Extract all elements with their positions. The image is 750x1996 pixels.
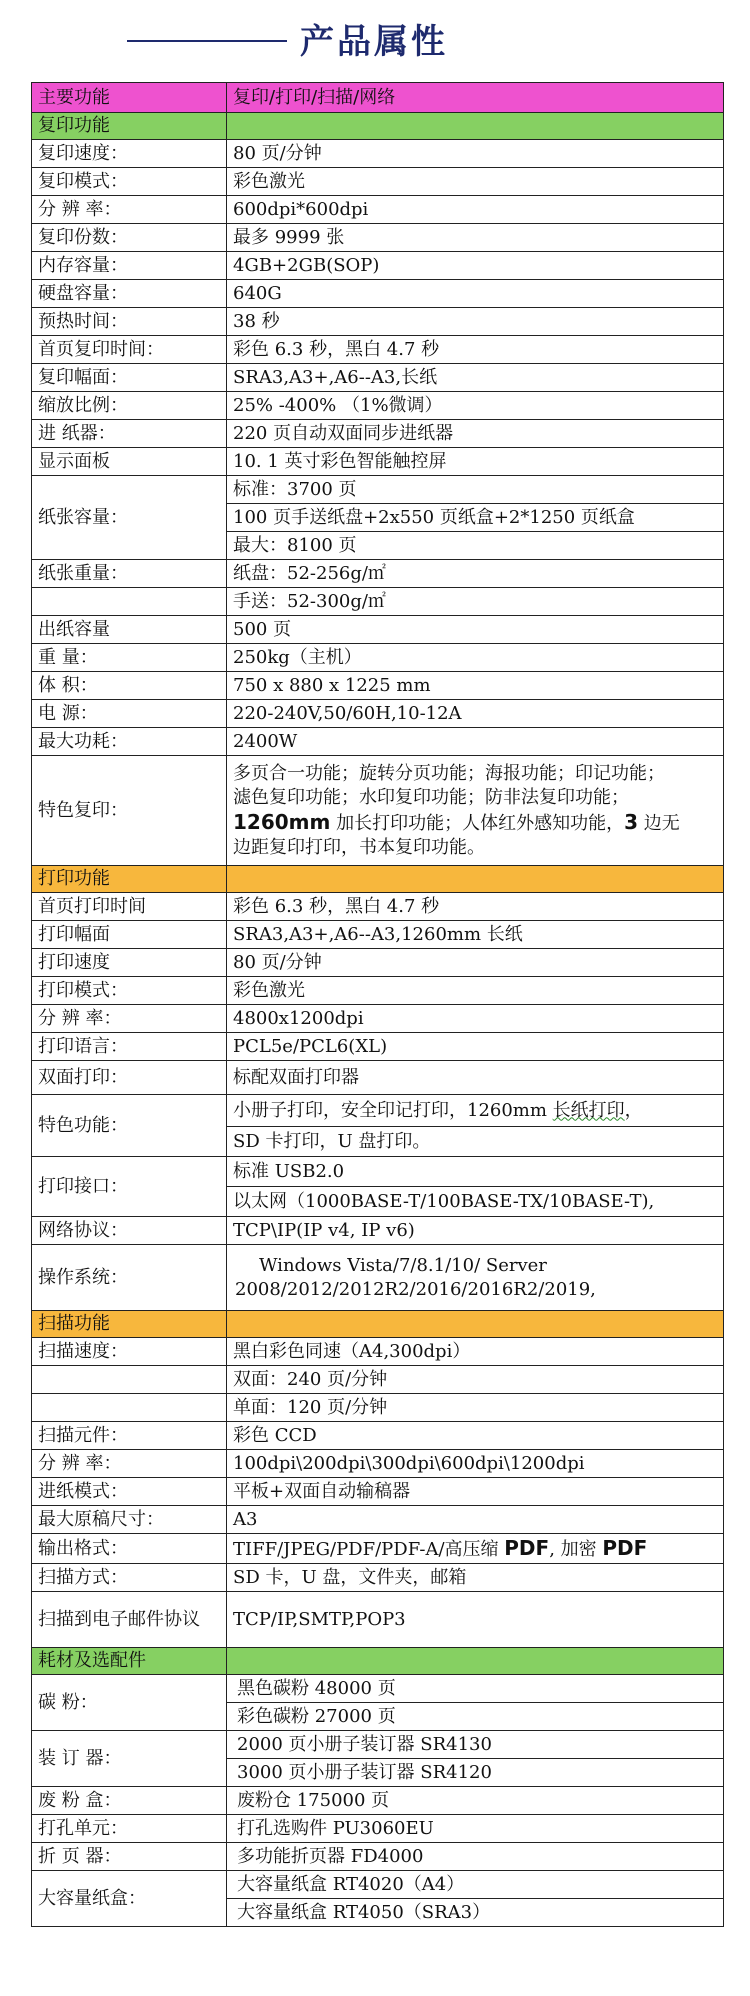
spec-value: 黑白彩色同速（A4,300dpi） — [227, 1338, 724, 1366]
spec-value: TCP/IP,SMTP,POP3 — [227, 1592, 724, 1648]
spec-value: 彩色 CCD — [227, 1422, 724, 1450]
lct-label: 大容量纸盒： — [32, 1871, 227, 1927]
spec-label: 折 页 器： — [32, 1843, 227, 1871]
spec-row — [32, 1731, 724, 1759]
spec-value: 彩色 6.3 秒，黑白 4.7 秒 — [227, 336, 724, 364]
spec-row — [32, 1506, 724, 1534]
spec-row — [32, 560, 724, 588]
spec-value: 500 页 — [227, 616, 724, 644]
spec-value: 100 页手送纸盘+2x550 页纸盒+2*1250 页纸盒 — [227, 504, 724, 532]
spec-value: 手送：52-300g/㎡ — [227, 588, 724, 616]
spec-label: 分 辨 率： — [32, 1450, 227, 1478]
spec-value: 3000 页小册子装订器 SR4120 — [227, 1759, 724, 1787]
section-scan — [32, 1311, 724, 1338]
spec-row — [32, 1394, 724, 1422]
spec-value: 2000 页小册子装订器 SR4130 — [227, 1731, 724, 1759]
spec-row — [32, 1338, 724, 1366]
spec-value: 彩色 6.3 秒，黑白 4.7 秒 — [227, 893, 724, 921]
spec-label: 扫描速度： — [32, 1338, 227, 1366]
spec-row — [32, 700, 724, 728]
spec-value: 220 页自动双面同步进纸器 — [227, 420, 724, 448]
section-scan-title: 扫描功能 — [32, 1311, 227, 1338]
spec-label: 网络协议： — [32, 1217, 227, 1245]
special-line: 多页合一功能；旋转分页功能；海报功能；印记功能； — [233, 762, 665, 784]
spec-label: 电 源： — [32, 700, 227, 728]
spec-row — [32, 280, 724, 308]
spec-value: PCL5e/PCL6(XL) — [227, 1033, 724, 1061]
spec-label: 硬盘容量： — [32, 280, 227, 308]
spec-row — [32, 476, 724, 504]
spec-label: 扫描方式： — [32, 1564, 227, 1592]
spec-label: 打印语言： — [32, 1033, 227, 1061]
spec-value: SD 卡打印，U 盘打印。 — [227, 1127, 724, 1157]
spec-row — [32, 893, 724, 921]
spec-value: 纸盘：52-256g/㎡ — [227, 560, 724, 588]
spec-label: 复印模式： — [32, 168, 227, 196]
spec-value: 750 x 880 x 1225 mm — [227, 672, 724, 700]
spec-label: 复印幅面： — [32, 364, 227, 392]
spec-row — [32, 1478, 724, 1506]
spec-row — [32, 1534, 724, 1564]
spec-value: 80 页/分钟 — [227, 949, 724, 977]
spec-value: 4GB+2GB(SOP) — [227, 252, 724, 280]
spec-row — [32, 616, 724, 644]
spec-row — [32, 1422, 724, 1450]
spec-label: 双面打印： — [32, 1061, 227, 1095]
spec-row — [32, 308, 724, 336]
spec-value: TIFF/JPEG/PDF/PDF-A/高压缩 PDF, 加密 PDF — [227, 1534, 724, 1564]
spec-label: 分 辨 率： — [32, 196, 227, 224]
main-function-row — [32, 83, 724, 113]
spec-value: 黑色碳粉 48000 页 — [227, 1675, 724, 1703]
spec-value: 彩色激光 — [227, 977, 724, 1005]
spec-row — [32, 1033, 724, 1061]
main-function-value: 复印/打印/扫描/网络 — [227, 83, 724, 113]
spec-row — [32, 1815, 724, 1843]
spec-value: 最大：8100 页 — [227, 532, 724, 560]
spec-label: 废 粉 盒： — [32, 1787, 227, 1815]
spec-row — [32, 252, 724, 280]
spec-row — [32, 921, 724, 949]
spec-label: 进 纸器： — [32, 420, 227, 448]
spec-row — [32, 977, 724, 1005]
special-copy-label: 特色复印： — [32, 756, 227, 866]
spec-value: SD 卡，U 盘，文件夹，邮箱 — [227, 1564, 724, 1592]
spec-label: 扫描到电子邮件协议 — [32, 1592, 227, 1648]
spec-value: 600dpi*600dpi — [227, 196, 724, 224]
spec-label: 内存容量： — [32, 252, 227, 280]
spec-row — [32, 336, 724, 364]
spec-label: 首页复印时间： — [32, 336, 227, 364]
spec-label: 缩放比例： — [32, 392, 227, 420]
spec-value: 平板+双面自动输稿器 — [227, 1478, 724, 1506]
spec-value: 彩色碳粉 27000 页 — [227, 1703, 724, 1731]
spec-value: 220-240V,50/60H,10-12A — [227, 700, 724, 728]
spec-value: 大容量纸盒 RT4020（A4） — [227, 1871, 724, 1899]
spec-row — [32, 1843, 724, 1871]
stapler-label: 装 订 器： — [32, 1731, 227, 1787]
spec-value: 4800x1200dpi — [227, 1005, 724, 1033]
spec-row — [32, 1061, 724, 1095]
spec-row — [32, 196, 724, 224]
section-consumables — [32, 1648, 724, 1675]
spec-value: 标准 USB2.0 — [227, 1157, 724, 1187]
special-copy-row — [32, 756, 724, 866]
section-copy-title: 复印功能 — [32, 113, 227, 140]
spec-row — [32, 140, 724, 168]
spec-value: 最多 9999 张 — [227, 224, 724, 252]
spec-row — [32, 420, 724, 448]
section-copy — [32, 113, 724, 140]
spec-label: 最大原稿尺寸： — [32, 1506, 227, 1534]
special-line: 滤色复印功能；水印复印功能；防非法复印功能； — [233, 786, 629, 808]
spec-label: 打印幅面 — [32, 921, 227, 949]
spec-label: 预热时间： — [32, 308, 227, 336]
spec-value: 废粉仓 175000 页 — [227, 1787, 724, 1815]
spec-label: 输出格式： — [32, 1534, 227, 1564]
section-print — [32, 866, 724, 893]
os-value: Windows Vista/7/8.1/10/ Server 2008/2012/2012R2/2016/2016R2/2019, — [227, 1245, 724, 1311]
spec-row — [32, 1095, 724, 1127]
spec-row — [32, 1366, 724, 1394]
spec-label: 体 积： — [32, 672, 227, 700]
spec-value: 标准：3700 页 — [227, 476, 724, 504]
spec-row — [32, 728, 724, 756]
spec-row — [32, 1675, 724, 1703]
spec-row — [32, 672, 724, 700]
spec-row — [32, 1157, 724, 1187]
spec-row — [32, 364, 724, 392]
spec-label: 打印速度 — [32, 949, 227, 977]
spec-label: 最大功耗： — [32, 728, 227, 756]
spec-label: 复印速度： — [32, 140, 227, 168]
spec-value: SRA3,A3+,A6--A3,1260mm 长纸 — [227, 921, 724, 949]
spec-row — [32, 588, 724, 616]
spec-value: 单面：120 页/分钟 — [227, 1394, 724, 1422]
spec-value: 38 秒 — [227, 308, 724, 336]
spec-label: 首页打印时间 — [32, 893, 227, 921]
spec-label: 复印份数： — [32, 224, 227, 252]
spec-row — [32, 1450, 724, 1478]
title-area — [0, 0, 750, 80]
spec-row — [32, 1787, 724, 1815]
spec-value: 双面：240 页/分钟 — [227, 1366, 724, 1394]
spec-value: 以太网（1000BASE-T/100BASE-TX/10BASE-T), — [227, 1187, 724, 1217]
spec-value: 标配双面打印器 — [227, 1061, 724, 1095]
toner-label: 碳 粉： — [32, 1675, 227, 1731]
main-function-label: 主要功能 — [32, 83, 227, 113]
spec-row — [32, 949, 724, 977]
spec-row — [32, 392, 724, 420]
spec-table — [31, 82, 724, 1927]
spec-label: 重 量： — [32, 644, 227, 672]
print-interface-label: 打印接口： — [32, 1157, 227, 1217]
spec-row — [32, 448, 724, 476]
page-title: 产品属性 — [300, 22, 448, 62]
title-rule — [127, 40, 287, 42]
spec-value: 大容量纸盒 RT4050（SRA3） — [227, 1899, 724, 1927]
spec-value: 10. 1 英寸彩色智能触控屏 — [227, 448, 724, 476]
spec-value: 2400W — [227, 728, 724, 756]
spec-label: 出纸容量 — [32, 616, 227, 644]
spec-label: 进纸模式： — [32, 1478, 227, 1506]
spec-row — [32, 1564, 724, 1592]
spec-value: TCP\IP(IP v4, IP v6) — [227, 1217, 724, 1245]
spec-label: 打孔单元： — [32, 1815, 227, 1843]
spec-value: 80 页/分钟 — [227, 140, 724, 168]
section-consumables-title: 耗材及选配件 — [32, 1648, 227, 1675]
os-row — [32, 1245, 724, 1311]
spec-value: 250kg（主机） — [227, 644, 724, 672]
spec-row — [32, 644, 724, 672]
os-label: 操作系统： — [32, 1245, 227, 1311]
spec-value: 打孔选购件 PU3060EU — [227, 1815, 724, 1843]
spec-value: 彩色激光 — [227, 168, 724, 196]
spec-row — [32, 1592, 724, 1648]
spec-label: 显示面板 — [32, 448, 227, 476]
spec-row — [32, 1217, 724, 1245]
spec-label: 扫描元件： — [32, 1422, 227, 1450]
spec-value: 100dpi\200dpi\300dpi\600dpi\1200dpi — [227, 1450, 724, 1478]
spec-row — [32, 224, 724, 252]
paper-capacity-label: 纸张容量： — [32, 476, 227, 560]
spec-row — [32, 1005, 724, 1033]
spec-value: 25% -400% （1%微调） — [227, 392, 724, 420]
special-copy-value — [227, 756, 724, 866]
spec-value: 640G — [227, 280, 724, 308]
spec-row — [32, 168, 724, 196]
spec-value: 小册子打印，安全印记打印，1260mm 长纸打印， — [227, 1095, 724, 1127]
spec-value: SRA3,A3+,A6--A3,长纸 — [227, 364, 724, 392]
special-line: 边距复印打印，书本复印功能。 — [233, 836, 485, 858]
spec-value: A3 — [227, 1506, 724, 1534]
spec-label: 打印模式： — [32, 977, 227, 1005]
spec-row — [32, 1871, 724, 1899]
spec-value: 多功能折页器 FD4000 — [227, 1843, 724, 1871]
special-line: 1260mm 加长打印功能；人体红外感知功能，3 边无 — [233, 809, 680, 834]
section-print-title: 打印功能 — [32, 866, 227, 893]
spec-label: 分 辨 率： — [32, 1005, 227, 1033]
print-features-label: 特色功能： — [32, 1095, 227, 1157]
paper-weight-label: 纸张重量： — [32, 560, 227, 588]
